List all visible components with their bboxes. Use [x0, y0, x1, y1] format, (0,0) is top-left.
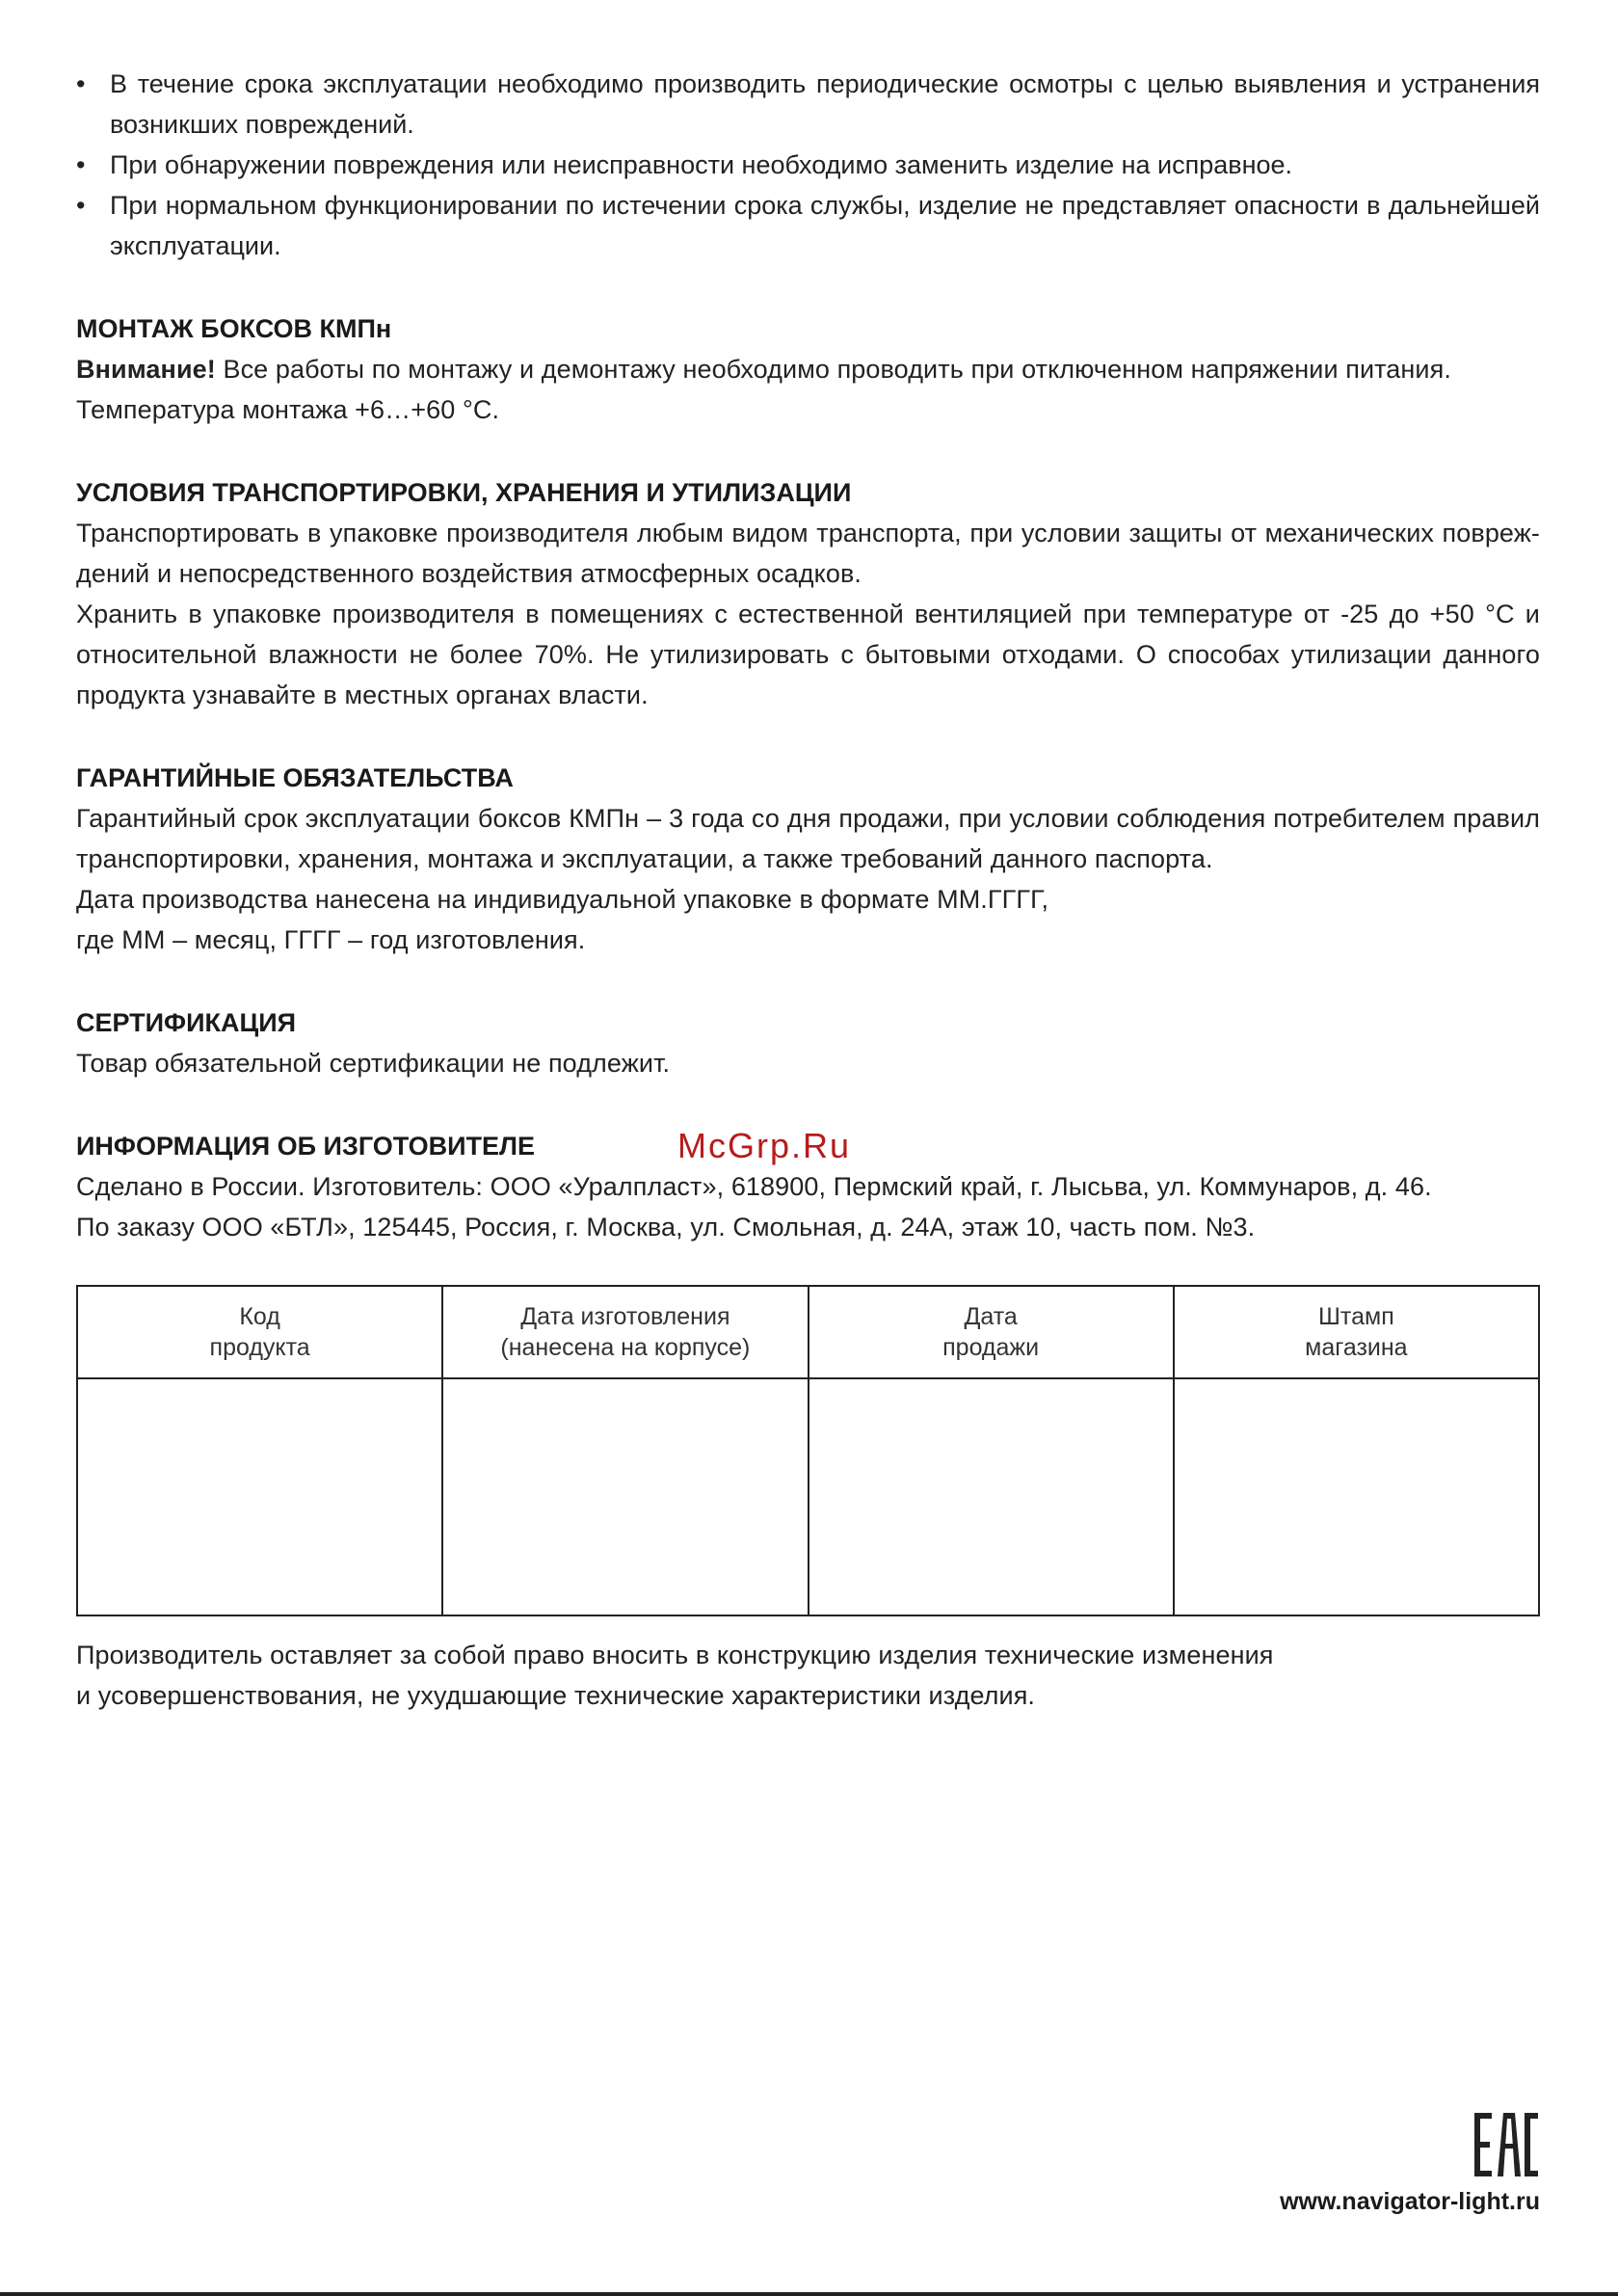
table-row	[77, 1378, 1539, 1615]
list-item: • При нормальном функционировании по истечении срока службы, изделие не представляет опасности в дальнейшей эксплуатации.	[76, 191, 1540, 260]
page-bottom-divider	[0, 2292, 1618, 2296]
section-warranty	[76, 758, 1540, 960]
store-stamp-cell	[1174, 1378, 1539, 1615]
transport-paragraph: Транспортировать в упаковке производителя любым видом транспорта, при условии защиты от механических повреж-дений и непосредственного воздействия атмосферных осадков.	[76, 519, 1540, 588]
disclaimer: Производитель оставляет за собой право вносить в конструкцию изделия технические изменения и усовершенствования, не ухудшающие технические характеристики изделия.	[76, 1641, 1274, 1710]
list-item: • При обнаружении повреждения или неисправности необходимо заменить изделие на исправное.	[76, 150, 1293, 179]
maintenance-list	[76, 64, 1540, 266]
section-mounting	[76, 308, 1540, 430]
storage-paragraph: Хранить в упаковке производителя в помещениях с естественной вентиляцией при температуре от -25 до +50 °С и относительной влажности не более 70%. Не утилизировать с бытовыми отходами. О способах утилизации данного продукта узнавайте в местных органах власти.	[76, 600, 1540, 709]
section-title: ИНФОРМАЦИЯ ОБ ИЗГОТОВИТЕЛЕ	[76, 1132, 535, 1161]
product-code-cell	[77, 1378, 442, 1615]
section-title: СЕРТИФИКАЦИЯ	[76, 1008, 297, 1037]
table-header-row	[77, 1286, 1539, 1378]
mounting-temperature: Температура монтажа +6…+60 °С.	[76, 395, 500, 424]
section-title: УСЛОВИЯ ТРАНСПОРТИРОВКИ, ХРАНЕНИЯ И УТИЛИЗАЦИИ	[76, 478, 852, 507]
customer-line: По заказу ООО «БТЛ», 125445, Россия, г. Москва, ул. Смольная, д. 24А, этаж 10, часть пом. №3.	[76, 1213, 1256, 1241]
header-manufacture-date: Дата изготовления (нанесена на корпусе)	[442, 1286, 808, 1378]
header-store-stamp: Штамп магазина	[1174, 1286, 1539, 1378]
watermark: McGrp.Ru	[677, 1126, 852, 1165]
section-transport	[76, 472, 1540, 715]
section-title: МОНТАЖ БОКСОВ КМПн	[76, 314, 392, 343]
website-link[interactable]: www.navigator-light.ru	[1280, 2188, 1540, 2215]
document-body	[76, 64, 1540, 1247]
header-sale-date: Дата продажи	[809, 1286, 1174, 1378]
eac-certification-icon	[1472, 2111, 1540, 2178]
warranty-paragraph: Гарантийный срок эксплуатации боксов КМПн – 3 года со дня продажи, при условии соблюдения потребителем правил транспортировки, хранения, монтажа и эксплуатации, а также требований данного паспорта.	[76, 804, 1540, 873]
production-date-note: Дата производства нанесена на индивидуальной упаковке в формате ММ.ГГГГ,	[76, 885, 1049, 914]
sale-date-cell	[809, 1378, 1174, 1615]
section-certification	[76, 1002, 1540, 1083]
sales-record-table	[76, 1285, 1540, 1616]
list-item: • В течение срока эксплуатации необходимо производить периодические осмотры с целью выявления и устранения возникших повреждений.	[76, 69, 1540, 139]
header-product-code: Код продукта	[77, 1286, 442, 1378]
warning-label: Внимание!	[76, 355, 216, 384]
certification-text: Товар обязательной сертификации не подлежит.	[76, 1049, 671, 1078]
manufacturer-line: Сделано в России. Изготовитель: ООО «Уралпласт», 618900, Пермский край, г. Лысьва, ул. Коммунаров, д. 46.	[76, 1172, 1432, 1201]
warning-paragraph: Внимание! Все работы по монтажу и демонтажу необходимо проводить при отключенном напряжении питания.	[76, 355, 1451, 384]
section-title: ГАРАНТИЙНЫЕ ОБЯЗАТЕЛЬСТВА	[76, 763, 514, 792]
manufacture-date-cell	[442, 1378, 808, 1615]
date-format-note: где ММ – месяц, ГГГГ – год изготовления.	[76, 925, 586, 954]
